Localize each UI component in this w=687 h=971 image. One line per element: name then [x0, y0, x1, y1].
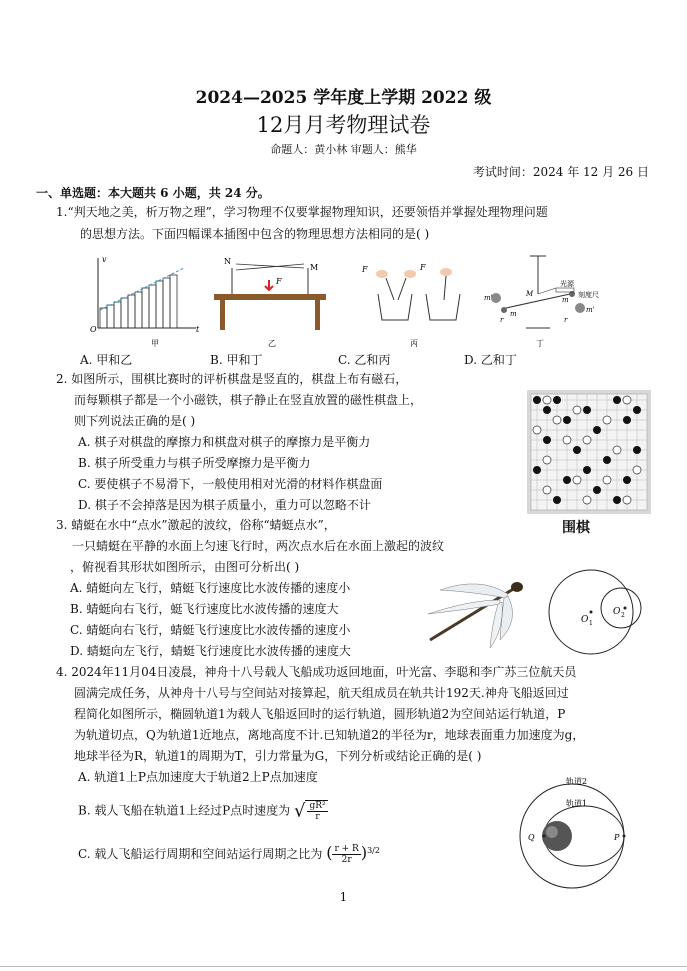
- figure-jia: [90, 255, 200, 348]
- dragonfly-image: [420, 580, 530, 650]
- q2-option-a: A. 棋子对棋盘的摩擦力和棋盘对棋子的摩擦力是平衡力: [78, 435, 371, 449]
- ripple-o2-sub: 2: [621, 612, 625, 619]
- fig-label-jia: 甲: [151, 339, 159, 348]
- orbit-q-label: Q: [528, 833, 535, 842]
- q3-option-b: B. 蜻蜓向右飞行，蜓飞行速度比水波传播的速度大: [70, 602, 339, 616]
- figure-ding: [484, 256, 599, 348]
- fig-ding-mass1: m': [484, 294, 493, 302]
- q1-figures: [86, 250, 599, 348]
- q1-line1: 1.“判天地之美，析万物之理”，学习物理不仅要掌握物理知识，还要领悟并掌握处理物理问题: [56, 205, 548, 219]
- fig-jia-t: t: [196, 325, 200, 334]
- figure-yi: [214, 257, 326, 348]
- q3-line1: 3. 蜻蜓在水中“点水”激起的波纹，俗称“蜻蜓点水”，: [56, 518, 336, 532]
- fig-yi-m: M: [310, 263, 319, 272]
- ripple-o1-sub: 1: [589, 620, 593, 627]
- q3-option-c: C. 蜻蜓向右飞行，蜻蜓飞行速度比水波传播的速度小: [70, 623, 351, 637]
- section-title: 一、单选题：本大题共 6 小题，共 24 分。: [36, 186, 270, 200]
- ripple-diagram: [545, 566, 667, 656]
- page-number: 1: [339, 890, 348, 904]
- q4-line2: 圆满完成任务，从神舟十八号与空间站对接算起，航天组成员在轨共计192天.神舟飞船返回过: [74, 686, 569, 700]
- q4-line5: 地球半径为R，轨道1的周期为T，引力常量为G，下列分析或结论正确的是( ): [74, 749, 482, 763]
- ripple-o1: O: [581, 615, 589, 625]
- fig-ding-mass2: m: [510, 310, 517, 318]
- q1-option-d: D. 乙和丁: [464, 353, 517, 367]
- figure-bing: [361, 263, 460, 348]
- q4-line3: 程简化如图所示，椭圆轨道1为载人飞船返回时的运行轨道，圆形轨道2为空间站运行轨道，P: [74, 707, 566, 721]
- fig-ding-r1: r: [500, 316, 504, 324]
- q1-option-b: B. 甲和丁: [210, 353, 263, 367]
- go-board-image: [527, 390, 651, 514]
- fig-ding-ruler: 刻度尺: [578, 291, 599, 299]
- fig-ding-mass3: m: [562, 296, 569, 304]
- fig-label-bing: 丙: [410, 339, 418, 348]
- fig-label-ding: 丁: [536, 339, 544, 348]
- fig-bing-f2: F: [420, 263, 426, 272]
- q4-option-b-den: r: [315, 812, 320, 822]
- q4-option-b-text: B. 载人飞船在轨道1上经过P点时速度为: [78, 803, 291, 818]
- fig-ding-r2: r: [564, 316, 568, 324]
- q4-line4: 为轨道切点，Q为轨道1近地点，离地高度不计.已知轨道2的半径为r，地球表面重力加速度为g，: [74, 728, 585, 742]
- fig-label-yi: 乙: [268, 339, 276, 348]
- fig-yi-n: N: [224, 257, 231, 266]
- q3-line2: 一只蜻蜓在平静的水面上匀速飞行时，两次点水后在水面上激起的波纹: [72, 539, 445, 553]
- orbit1-label: 轨道1: [566, 799, 588, 808]
- exam-title-line2: 12月月考物理试卷: [256, 113, 431, 137]
- q4-option-c-exp: 3/2: [367, 846, 380, 855]
- fig-ding-light: 光源: [560, 280, 574, 288]
- q4-option-b: [78, 800, 328, 822]
- q1-line2: 的思想方法。下面四幅课本插图中包含的物理思想方法相同的是( ): [80, 227, 430, 241]
- q4-option-c-text: C. 载人飞船运行周期和空间站运行周期之比为: [78, 847, 323, 861]
- q1-option-a: A. 甲和乙: [80, 353, 133, 367]
- q4-option-c: C. 载人飞船运行周期和空间站运行周期之比为 ( $\frac{r + R}{2r}$ )$^{3/2}$: [78, 843, 380, 865]
- q2-option-c: C. 要使棋子不易滑下，一般使用相对光滑的材料作棋盘面: [78, 477, 383, 491]
- q3-line3: ，俯视看其形状如图所示，由图可分析出( ): [70, 560, 300, 574]
- page-bottom-rule: [0, 966, 687, 967]
- q4-option-b-formula: √ $\frac{\text{gR²}}{r}$: [294, 800, 326, 822]
- q3-option-d: D. 蜻蜓向左飞行，蜻蜓飞行速度比水波传播的速度大: [70, 644, 351, 658]
- q4-line1: 4. 2024年11月04日凌晨，神舟十八号载人飞船成功返回地面，叶光富、李聪和李广苏三位航天员: [56, 665, 577, 679]
- q4-option-c-num: r + R: [334, 844, 359, 854]
- orbit-p-label: P: [614, 833, 620, 842]
- authors-line: 命题人：黄小林 审题人：熊华: [270, 143, 417, 156]
- q3-option-a: A. 蜻蜓向左飞行，蜻蜓飞行速度比水波传播的速度小: [70, 581, 351, 595]
- q2-option-b: B. 棋子所受重力与棋子所受摩擦力是平衡力: [78, 456, 311, 470]
- fig-yi-f: F: [276, 277, 282, 286]
- q1-option-c: C. 乙和丙: [338, 353, 391, 367]
- q2-line3: 则下列说法正确的是( ): [74, 414, 196, 428]
- q4-option-a: A. 轨道1上P点加速度大于轨道2上P点加速度: [78, 770, 318, 784]
- fig-bing-f1: F: [362, 265, 368, 274]
- q2-line2: 而每颗棋子都是一个小磁铁，棋子静止在竖直放置的磁性棋盘上，: [74, 393, 423, 407]
- fig-ding-m: M: [526, 290, 534, 298]
- q4-option-c-den: 2r: [341, 855, 352, 865]
- orbit-diagram: [510, 772, 636, 890]
- go-caption: 围棋: [562, 520, 590, 536]
- exam-time: 考试时间：2024 年 12 月 26 日: [472, 165, 649, 179]
- fig-jia-o: O: [90, 325, 97, 334]
- fig-ding-mass4: m': [586, 306, 595, 314]
- orbit2-label: 轨道2: [566, 777, 588, 786]
- q2-option-d: D. 棋子不会掉落是因为棋子质量小，重力可以忽略不计: [78, 498, 371, 512]
- ripple-o2: O: [613, 607, 621, 617]
- exam-title-line1: 2024—2025 学年度上学期 2022 级: [195, 88, 492, 108]
- q4-option-b-num: gR²: [309, 801, 326, 811]
- q2-line1: 2. 如图所示，围棋比赛时的评析棋盘是竖直的，棋盘上布有磁石，: [56, 372, 408, 386]
- fig-jia-v: v: [102, 255, 107, 264]
